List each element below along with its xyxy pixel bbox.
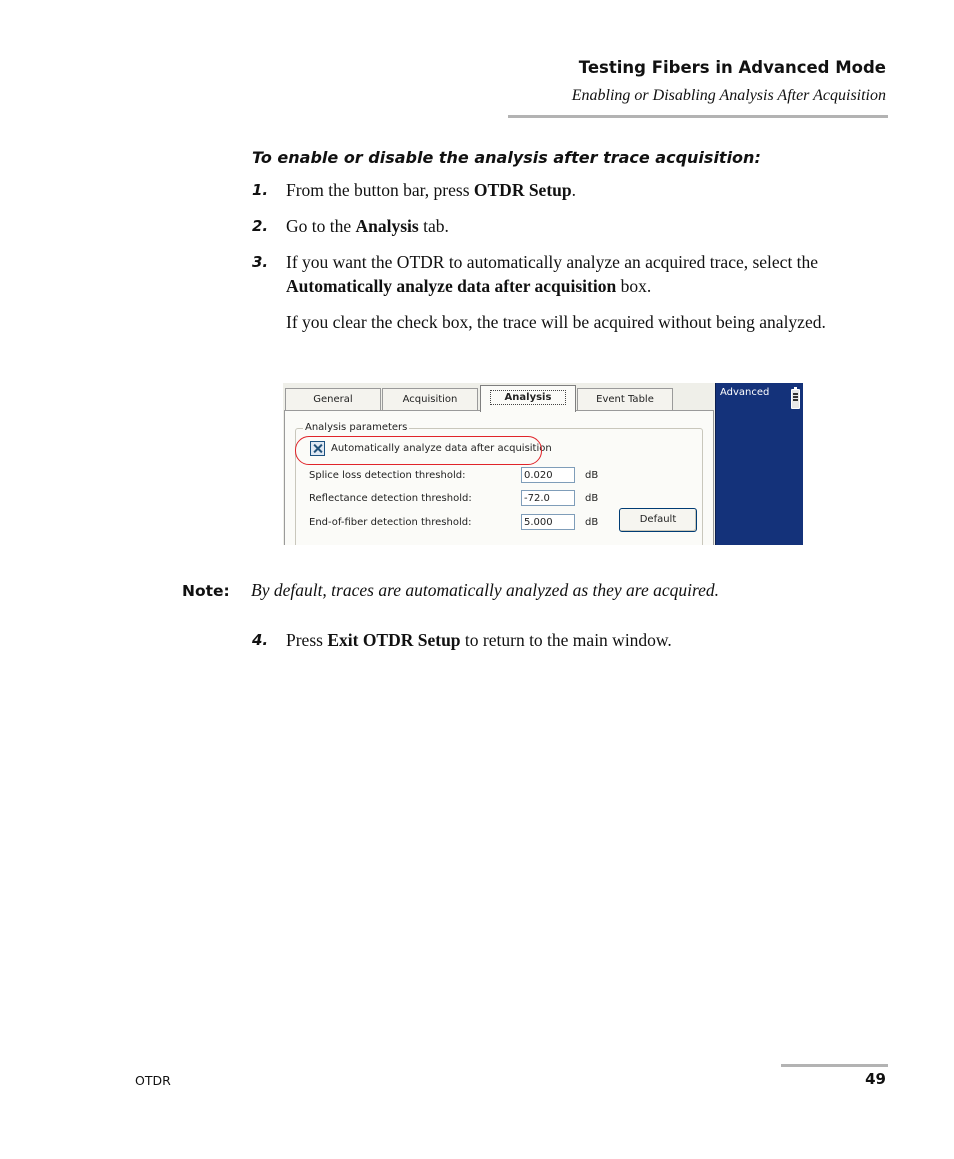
analysis-parameters-legend: Analysis parameters [305, 422, 408, 433]
tab-acquisition[interactable]: Acquisition [382, 388, 478, 411]
setup-panel [283, 383, 715, 545]
running-header-title: Testing Fibers in Advanced Mode [578, 58, 886, 77]
step-4-number: 4. [252, 631, 269, 649]
tab-analysis-label: Analysis [490, 390, 567, 405]
reflectance-label: Reflectance detection threshold: [309, 493, 472, 504]
advanced-label: Advanced [720, 387, 770, 398]
default-button[interactable]: Default [619, 508, 697, 532]
splice-loss-label: Splice loss detection threshold: [309, 470, 466, 481]
step-3-text [286, 250, 866, 298]
step-3-number: 3. [252, 253, 269, 271]
note-text: By default, traces are automatically analyzed as they are acquired. [251, 580, 720, 600]
step-2-pre: Go to the [286, 216, 356, 236]
procedure-title: To enable or disable the analysis after trace acquisition: [252, 148, 761, 167]
step-3-extra: If you clear the check box, the trace will be acquired without being analyzed. [286, 312, 826, 332]
footer-rule [781, 1064, 888, 1067]
page-number: 49 [865, 1070, 886, 1088]
step-3-pre: If you want the OTDR to automatically analyze an acquired trace, select the [286, 252, 819, 272]
step-4-text [286, 628, 866, 652]
tab-event-table[interactable]: Event Table [577, 388, 673, 411]
step-2-post: tab. [418, 216, 449, 236]
auto-analyze-label: Automatically analyze data after acquisition [331, 443, 552, 454]
footer-product: OTDR [135, 1073, 171, 1088]
tab-general[interactable]: General [285, 388, 381, 411]
note-label: Note: [182, 582, 230, 600]
step-1-text [286, 178, 866, 202]
step-2-text [286, 214, 866, 238]
step-2-bold: Analysis [355, 216, 419, 236]
step-1-pre: From the button bar, press [286, 180, 474, 200]
step-4-post: to return to the main window. [460, 630, 672, 650]
battery-icon [791, 389, 800, 409]
step-1-number: 1. [252, 181, 269, 199]
step-1-bold: OTDR Setup [473, 180, 572, 200]
end-of-fiber-unit: dB [585, 517, 599, 528]
splice-loss-input[interactable]: 0.020 [521, 467, 575, 483]
step-4-bold: Exit OTDR Setup [327, 630, 461, 650]
reflectance-unit: dB [585, 493, 599, 504]
step-4-pre: Press [286, 630, 328, 650]
running-header-subtitle: Enabling or Disabling Analysis After Acquisition [571, 87, 886, 104]
tab-analysis[interactable] [480, 385, 576, 412]
step-3-bold: Automatically analyze data after acquisition [286, 276, 617, 296]
header-rule [508, 115, 888, 118]
reflectance-input[interactable]: -72.0 [521, 490, 575, 506]
splice-loss-unit: dB [585, 470, 599, 481]
otdr-setup-screenshot [283, 383, 803, 545]
step-2-number: 2. [252, 217, 269, 235]
step-3-post: box. [616, 276, 652, 296]
highlight-ellipse [295, 436, 542, 465]
end-of-fiber-input[interactable]: 5.000 [521, 514, 575, 530]
side-panel [715, 383, 803, 545]
end-of-fiber-label: End-of-fiber detection threshold: [309, 517, 472, 528]
step-1-post: . [571, 180, 576, 200]
